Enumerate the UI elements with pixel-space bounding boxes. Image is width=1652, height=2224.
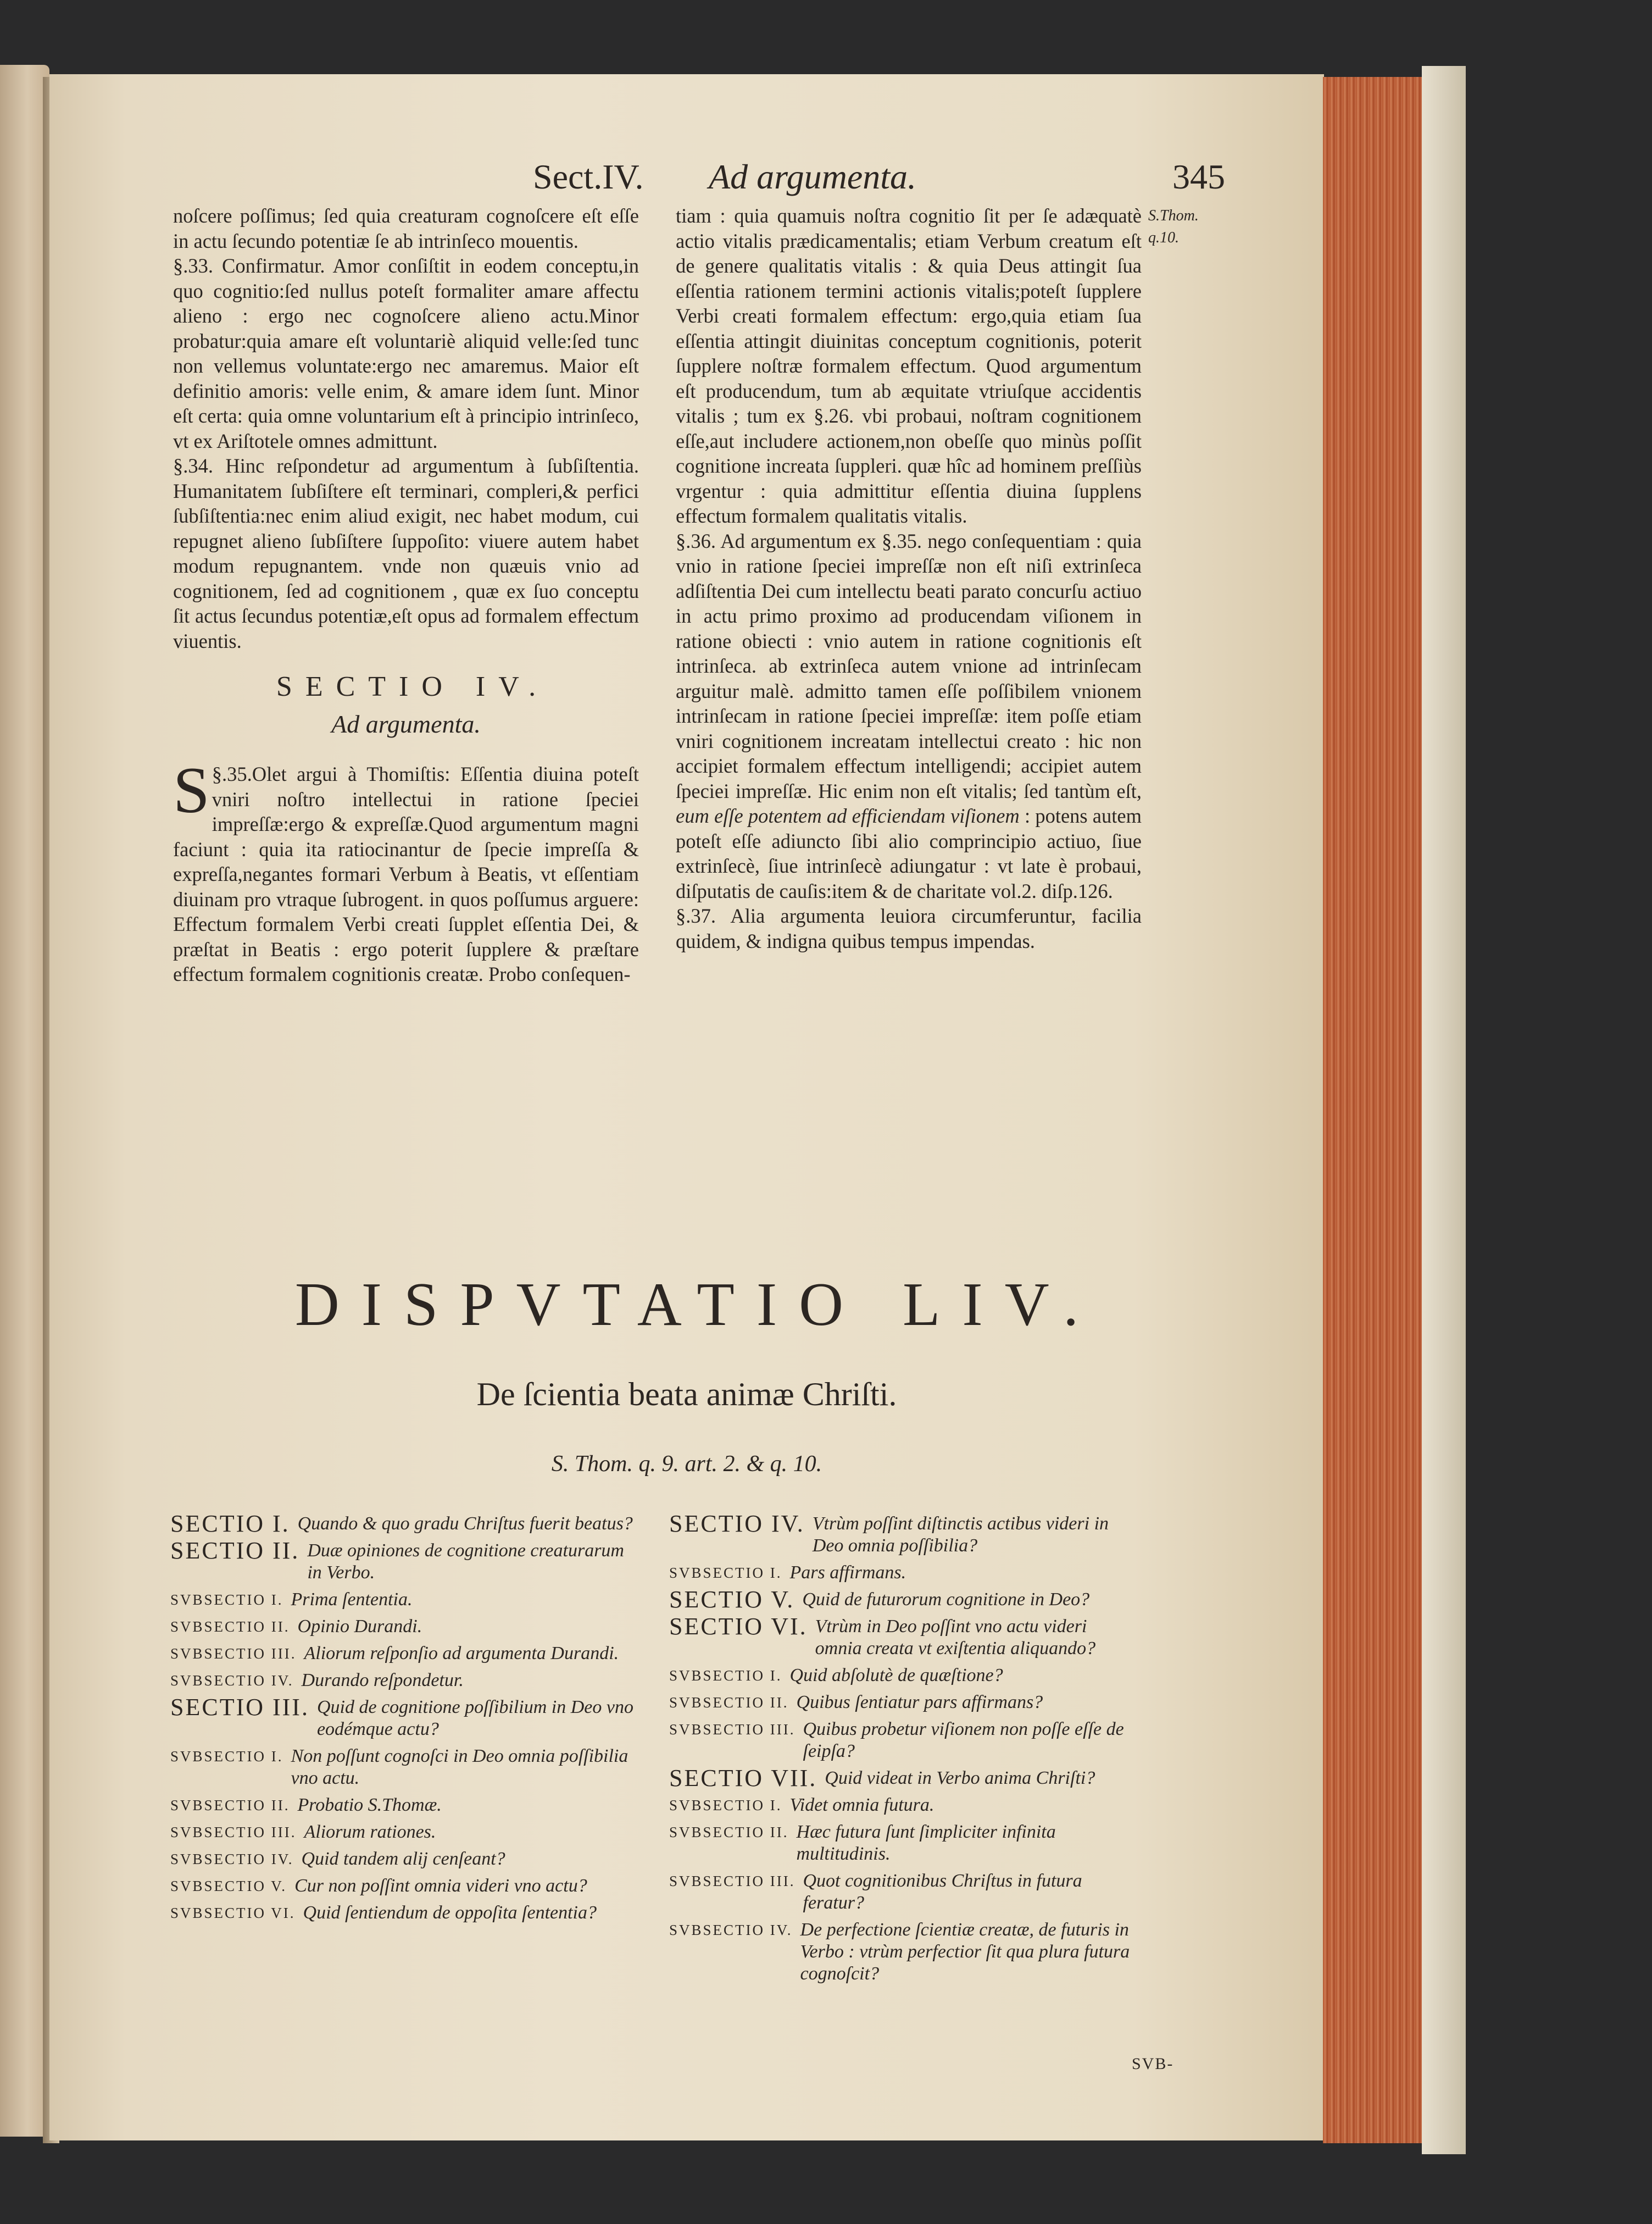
- toc-entry-label: SECTIO I.: [170, 1510, 290, 1537]
- toc-entry-text: Quot cognitionibus Chriſtus in futura feratur?: [803, 1871, 1082, 1913]
- toc-entry-label: SVBSECTIO I.: [669, 1565, 782, 1581]
- toc-entry-text: Prima ſententia.: [291, 1589, 413, 1610]
- catchword: SVB-: [1132, 2055, 1174, 2073]
- toc-entry-text: Quid de futurorum cognitione in Deo?: [802, 1589, 1090, 1610]
- toc-entry: [669, 1794, 1136, 1816]
- toc-entry-text: Videt omnia futura.: [789, 1795, 935, 1815]
- drop-cap: S: [173, 753, 210, 827]
- toc-entry: [669, 1562, 1136, 1584]
- toc-entry-label: SECTIO II.: [170, 1537, 300, 1564]
- toc-entry-text: Vtrùm in Deo poſſint vno actu videri omnia creata vt exiſtentia aliquando?: [815, 1616, 1096, 1659]
- toc-entry: [170, 1848, 637, 1870]
- toc-entry-label: SECTIO IV.: [669, 1510, 805, 1537]
- toc-entry-text: Vtrùm poſſint diſtinctis actibus videri in Deo omnia poſſibilia?: [812, 1513, 1109, 1556]
- toc-entry-text: Hæc futura ſunt ſimpliciter infinita multitudinis.: [796, 1822, 1056, 1864]
- disputatio-subtitle: De ſcientia beata animæ Chriſti.: [476, 1376, 897, 1412]
- right-text-column: [676, 203, 1142, 953]
- page-edges: [1323, 77, 1425, 2143]
- toc-entry-text: Quid de cognitione poſſibilium in Deo vno eodémque actu?: [316, 1697, 633, 1739]
- toc-entry-label: SVBSECTIO III.: [170, 1645, 297, 1662]
- toc-entry: [170, 1616, 637, 1638]
- toc-entry-text: Quid ſentiendum de oppoſita ſententia?: [303, 1903, 597, 1923]
- toc-entry-text: Aliorum rationes.: [304, 1822, 436, 1842]
- toc-entry-text: De perfectione ſcientiæ creatæ, de futuris in Verbo : vtrùm perfectior ſit qua plura futura cognoſcit?: [800, 1920, 1130, 1984]
- section-title: SECTIO IV.: [276, 671, 549, 702]
- toc-entry-label: SVBSECTIO II.: [170, 1797, 290, 1813]
- toc-entry: [669, 1613, 1136, 1660]
- toc-entry-label: SECTIO III.: [170, 1694, 309, 1721]
- toc-entry-text: Quid tandem alij cenſeant?: [301, 1849, 505, 1869]
- toc-entry: [170, 1537, 637, 1584]
- paragraph-34: §.34. Hinc reſpondetur ad argumentum à ſubſiſtentia. Humanitatem ſubſiſtere eſt terminari, compleri,& perfici ſubſiſtentia:nec enim aliud exigit, nec habet modum, cui repugnet alieno ſubſiſtere ſuppoſito: viuere autem habet modum repugnantem. vnde non quæuis vnio ad cognitionem, ſed ad cognitionem , quæ ex ſuo conceptu ſit actus ſecundus potentiæ,eſt opus ad formalem effectum viuentis.: [173, 454, 639, 652]
- toc-entry-text: Non poſſunt cognoſci in Deo omnia poſſibilia vno actu.: [291, 1746, 628, 1788]
- book-page: [49, 74, 1324, 2140]
- toc-entry-label: SVBSECTIO VI.: [170, 1905, 296, 1921]
- toc-entry-text: Aliorum reſponſio ad argumenta Durandi.: [304, 1643, 619, 1663]
- toc-entry-text: Quibus probetur viſionem non poſſe eſſe de ſeipſa?: [803, 1719, 1124, 1761]
- toc-entry-label: SVBSECTIO I.: [170, 1591, 283, 1608]
- toc-entry-label: SVBSECTIO I.: [170, 1748, 283, 1765]
- toc-entry: [170, 1902, 637, 1924]
- toc-entry-label: SECTIO VI.: [669, 1613, 808, 1640]
- paragraph-body: Olet argui à Thomiſtis: Eſſentia diuina poteſt vniri noſtro intellectui in ratione ſpeciei impreſſæ:ergo & expreſſæ.Quod argumentum magni faciunt : quia ita ratiocinantur de ſpecie impreſſa & expreſſa,negantes formari Verbum à Beatis, vt eſſentiam diuinam pro vtraque ſubrogent. in quos poſſumus arguere: Effectum formalem Verbi creati ſupplet eſſentia Dei, & præſtat in Beatis : ergo poterit ſupplere & præſtare effectum formalem cognitionis creatæ. Probo conſequen-: [173, 763, 639, 985]
- toc-entry-text: Duæ opiniones de cognitione creaturarum in Verbo.: [307, 1540, 624, 1583]
- toc-entry: [669, 1821, 1136, 1865]
- toc-entry-label: SVBSECTIO I.: [669, 1667, 782, 1684]
- toc-entry-text: Opinio Durandi.: [297, 1616, 422, 1637]
- toc-entry-label: SVBSECTIO III.: [170, 1824, 297, 1840]
- margin-note-line: q.10.: [1148, 229, 1179, 246]
- toc-entry: [170, 1821, 637, 1843]
- toc-entry-label: SVBSECTIO II.: [669, 1694, 789, 1711]
- toc-entry: [669, 1691, 1136, 1713]
- paragraph-36: [676, 529, 1142, 904]
- left-text-column: [173, 203, 639, 987]
- toc-entry-label: SVBSECTIO III.: [669, 1721, 796, 1738]
- toc-entry-text: Quando & quo gradu Chriſtus fuerit beatus?: [297, 1513, 633, 1534]
- toc-entry: [170, 1875, 637, 1897]
- toc-entry: [170, 1745, 637, 1789]
- toc-entry: [669, 1510, 1136, 1557]
- toc-entry: [669, 1919, 1136, 1985]
- toc-entry: [669, 1586, 1136, 1613]
- section-subtitle: Ad argumenta.: [331, 709, 481, 738]
- toc-entry-text: Pars affirmans.: [789, 1562, 906, 1583]
- toc-entry: [170, 1794, 637, 1816]
- toc-entry-label: SECTIO V.: [669, 1586, 795, 1613]
- paragraph: tiam : quia quamuis noſtra cognitio ſit per ſe adæquatè actio vitalis prædicamentalis; etiam Verbum creatum eſt de genere qualitatis vitalis : & quia Deus attingit ſua eſſentia rationem termini actionis vitalis;poteſt ſupplere Verbi creati formalem effectum: ergo,quia etiam ſua eſſentia attingit diuinitas conceptum cognitionis, poterit ſupplere noſtræ formalem effectum. Quod argumentum eſt producendum, tum ab æquitate vtriuſque accidentis vitalis ; tum ex §.26. vbi probaui, noſtram cognitionem eſſe,aut includere actionem,non obeſſe quo minùs poſſit cognitione increata ſuppleri. quæ hîc ad hominem preſſiùs vrgentur : quia admittitur eſſentia diuina ſupplens effectum formalem qualitatis vitalis.: [676, 204, 1142, 527]
- toc-entry-label: SVBSECTIO II.: [669, 1824, 789, 1840]
- toc-entry-label: SVBSECTIO V.: [170, 1878, 287, 1894]
- paragraph-body-end: : potens autem poteſt eſſe adiuncto ſibi alio comprincipio actiuo, ſiue extrinſecè, ſiue intrinſecè adiungatur : vt late è probaui, diſputatis de cauſis:item & de charitate vol.2. diſp.126.: [676, 805, 1142, 902]
- toc-entry: [669, 1870, 1136, 1914]
- margin-note-line: S.Thom.: [1148, 207, 1199, 224]
- paragraph-35: [173, 753, 639, 987]
- book-cover-edge: [1422, 66, 1466, 2154]
- toc-entry-text: Probatio S.Thomæ.: [297, 1795, 442, 1815]
- toc-entry: [170, 1510, 637, 1537]
- toc-entry: [170, 1589, 637, 1611]
- toc-entry: [170, 1643, 637, 1665]
- toc-entry-label: SVBSECTIO IV.: [669, 1922, 793, 1938]
- toc-entry: [669, 1765, 1136, 1792]
- paragraph-33: §.33. Confirmatur. Amor conſiſtit in eodem conceptu,in quo cognitio:ſed nullus poteſt formaliter amare affectu alieno : ergo nec cognoſcere alieno actu.Minor probatur:quia amare eſt voluntariè aliquid velle:ſed tunc non vellemus voluntate:ergo nec amaremus. Maior eſt definitio amoris: velle enim, & amare idem ſunt. Minor eſt certa: quia omne voluntarium eſt à principio intrinſeco, vt ex Ariſtotele omnes admittunt.: [173, 254, 639, 452]
- running-head: [533, 157, 1225, 195]
- toc-entry-label: SVBSECTIO II.: [170, 1618, 290, 1635]
- italic-quote: eum eſſe potentem ad efficiendam viſionem: [676, 805, 1020, 827]
- toc-entry-label: SVBSECTIO IV.: [170, 1851, 294, 1867]
- left-page-edge: [0, 65, 49, 2137]
- running-head-title: Ad argumenta.: [709, 157, 917, 196]
- running-head-section: Sect.IV.: [533, 157, 644, 196]
- toc-right-column: [669, 1510, 1136, 1990]
- toc-entry-text: Cur non poſſint omnia videri vno actu?: [294, 1876, 587, 1896]
- toc-entry: [170, 1670, 637, 1691]
- disputatio-reference: S. Thom. q. 9. art. 2. & q. 10.: [551, 1451, 822, 1477]
- paragraph-number: §.35.: [212, 763, 252, 785]
- toc-entry: [669, 1718, 1136, 1762]
- toc-entry: [669, 1665, 1136, 1687]
- toc-entry-text: Quid abſolutè de quæſtione?: [789, 1665, 1003, 1685]
- toc-entry-text: Quibus ſentiatur pars affirmans?: [796, 1692, 1043, 1712]
- toc-entry-label: SVBSECTIO III.: [669, 1873, 796, 1889]
- toc-entry: [170, 1696, 637, 1740]
- margin-note: [1148, 205, 1220, 249]
- paragraph-37: §.37. Alia argumenta leuiora circumferuntur, facilia quidem, & indigna quibus tempus impendas.: [676, 905, 1142, 952]
- page-number: 345: [1172, 157, 1225, 196]
- paragraph: noſcere poſſimus; ſed quia creaturam cognoſcere eſt eſſe in actu ſecundo potentiæ ſe ab intrinſeco mouentis.: [173, 204, 639, 252]
- toc-entry-text: Quid videat in Verbo anima Chriſti?: [825, 1768, 1095, 1788]
- paragraph-body: §.36. Ad argumentum ex §.35. nego conſequentiam : quia vnio in ratione ſpeciei impreſſæ non eſt niſi extrinſeca adſiſtentia Dei cum intellectu beati parato concurſu actiuo in actu primo proximo ad producendam viſionem in ratione obiecti : vnio autem in ratione cognitionis eſt intrinſeca. ab extrinſeca autem vnione ad intrinſecam arguitur malè. admitto tamen eſſe poſſibilem vnionem intrinſecam in ratione ſpeciei impreſſæ: item poſſe etiam vniri cognitionem increatam intellectui creato : hic non accipiet formalem effectum intelligendi; accipiet autem ſpeciei impreſſæ. Hic enim non eſt vitalis; ſed tantùm eſt,: [676, 529, 1142, 802]
- toc-entry-label: SVBSECTIO IV.: [170, 1672, 294, 1689]
- toc-entry-label: SECTIO VII.: [669, 1765, 817, 1792]
- toc-left-column: [170, 1510, 637, 1929]
- toc-entry-text: Durando reſpondetur.: [301, 1670, 464, 1690]
- toc-entry-label: SVBSECTIO I.: [669, 1797, 782, 1813]
- disputatio-title: DISPVTATIO LIV.: [294, 1271, 1101, 1339]
